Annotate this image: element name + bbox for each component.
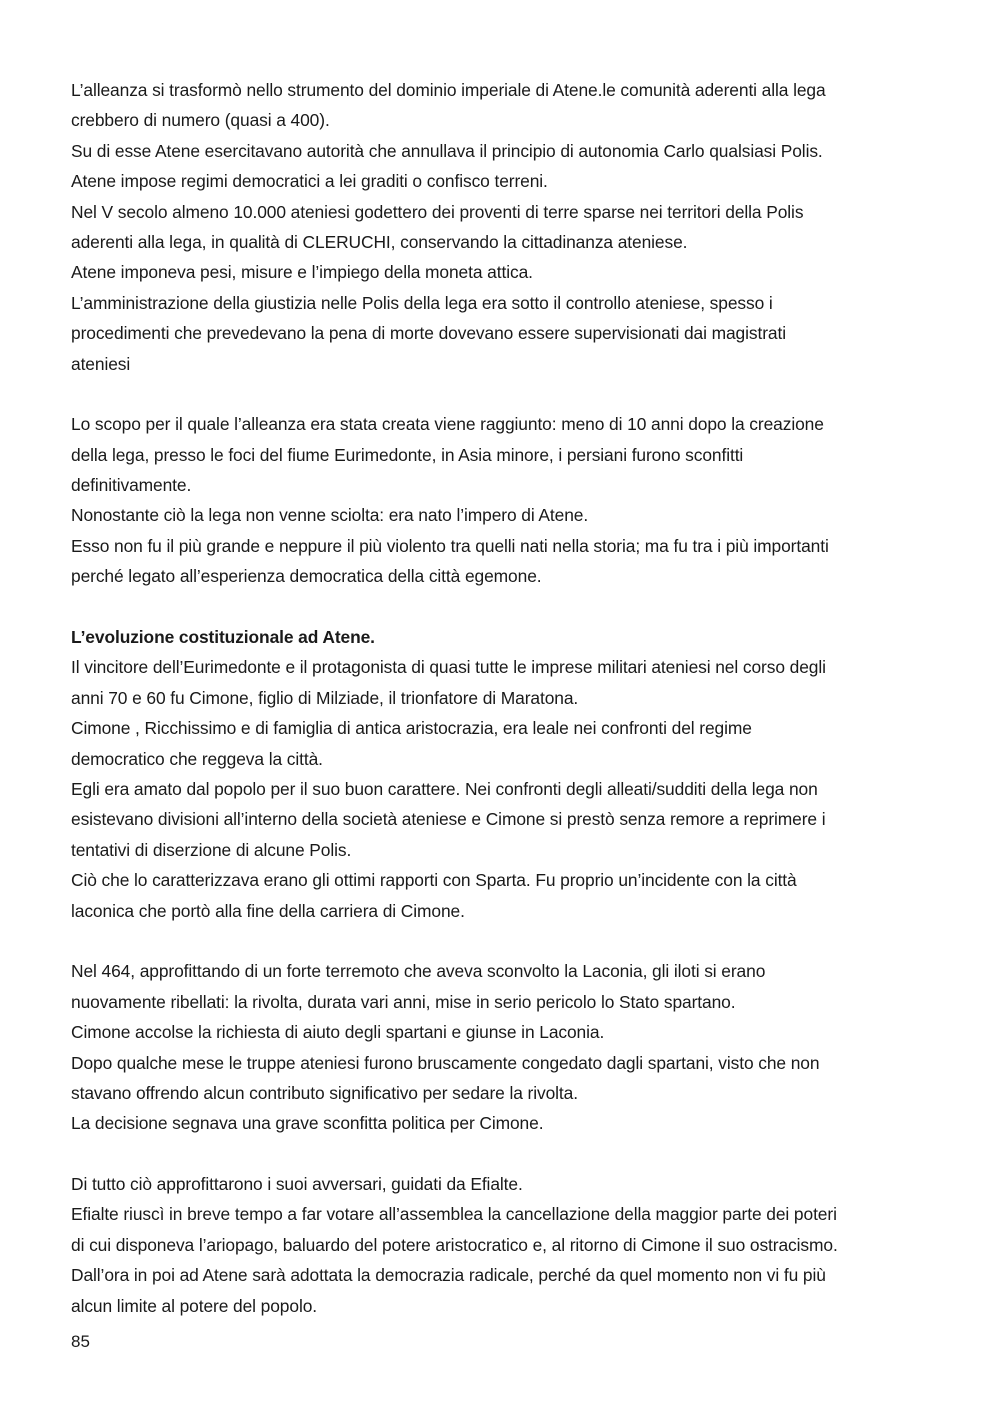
- text-line: democratico che reggeva la città.: [71, 748, 323, 769]
- text-line: alcun limite al potere del popolo.: [71, 1295, 318, 1316]
- text-line: perché legato all’esperienza democratica della città egemone.: [71, 566, 542, 587]
- document-body: [71, 75, 941, 1321]
- text-line: laconica che portò alla fine della carriera di Cimone.: [71, 900, 465, 921]
- text-line: Efialte riuscì in breve tempo a far votare all’assemblea la cancellazione della maggior parte dei poteri: [71, 1204, 837, 1225]
- text-line: Nel V secolo almeno 10.000 ateniesi godettero dei proventi di terre sparse nei territori della Polis: [71, 201, 804, 222]
- text-line: ateniesi: [71, 353, 131, 374]
- text-line: procedimenti che prevedevano la pena di morte dovevano essere supervisionati dai magistrati: [71, 323, 786, 344]
- text-line: crebbero di numero (quasi a 400).: [71, 110, 330, 131]
- text-line: Esso non fu il più grande e neppure il più violento tra quelli nati nella storia; ma fu tra i più importanti: [71, 535, 829, 556]
- paragraph-gap: [71, 592, 941, 622]
- text-line: Cimone accolse la richiesta di aiuto degli spartani e giunse in Laconia.: [71, 1022, 605, 1043]
- text-line: Ciò che lo caratterizzava erano gli ottimi rapporti con Sparta. Fu proprio un’incidente con la città: [71, 870, 797, 891]
- text-line: L’alleanza si trasformò nello strumento del dominio imperiale di Atene.le comunità aderenti alla lega: [71, 80, 826, 100]
- text-line: L’amministrazione della giustizia nelle Polis della lega era sotto il controllo ateniese, spesso i: [71, 292, 773, 313]
- text-line: Dall’ora in poi ad Atene sarà adottata la democrazia radicale, perché da quel momento non vi fu più: [71, 1265, 826, 1286]
- text-line: definitivamente.: [71, 475, 192, 496]
- text-line: Su di esse Atene esercitavano autorità che annullava il principio di autonomia Carlo qualsiasi Polis.: [71, 140, 823, 161]
- page-number: 85: [71, 1332, 90, 1351]
- text-line: anni 70 e 60 fu Cimone, figlio di Milziade, il trionfatore di Maratona.: [71, 687, 579, 708]
- paragraph-gap: [71, 379, 941, 409]
- text-line: Cimone , Ricchissimo e di famiglia di antica aristocrazia, era leale nei confronti del regime: [71, 718, 752, 739]
- text-line: Atene imponeva pesi, misure e l’impiego della moneta attica.: [71, 262, 533, 283]
- text-line: Atene impose regimi democratici a lei graditi o confisco terreni.: [71, 171, 548, 192]
- text-line: Di tutto ciò approfittarono i suoi avversari, guidati da Efialte.: [71, 1174, 523, 1195]
- text-line: Egli era amato dal popolo per il suo buon carattere. Nei confronti degli alleati/sudditi della lega non: [71, 778, 818, 799]
- text-line: nuovamente ribellati: la rivolta, durata vari anni, mise in serio pericolo lo Stato spartano.: [71, 991, 736, 1012]
- text-line: Il vincitore dell’Eurimedonte e il protagonista di quasi tutte le imprese militari ateniesi nel corso degli: [71, 657, 826, 678]
- text-line: Dopo qualche mese le truppe ateniesi furono bruscamente congedato dagli spartani, visto che non: [71, 1052, 820, 1073]
- text-line: Lo scopo per il quale l’alleanza era stata creata viene raggiunto: meno di 10 anni dopo la creazione: [71, 414, 824, 435]
- text-line: esistevano divisioni all’interno della società ateniese e Cimone si prestò senza remore a reprimere i: [71, 809, 826, 830]
- text-line: stavano offrendo alcun contributo significativo per sedare la rivolta.: [71, 1082, 578, 1103]
- text-line: Nonostante ciò la lega non venne sciolta: era nato l’impero di Atene.: [71, 505, 589, 526]
- section-heading: L’evoluzione costituzionale ad Atene.: [71, 627, 375, 648]
- paragraph-gap: [71, 926, 941, 956]
- text-line: aderenti alla lega, in qualità di CLERUCHI, conservando la cittadinanza ateniese.: [71, 231, 688, 252]
- text-line: La decisione segnava una grave sconfitta politica per Cimone.: [71, 1113, 544, 1134]
- text-line: Nel 464, approfittando di un forte terremoto che aveva sconvolto la Laconia, gli iloti si erano: [71, 961, 766, 982]
- text-line: della lega, presso le foci del fiume Eurimedonte, in Asia minore, i persiani furono sconfitti: [71, 444, 744, 465]
- text-line: tentativi di diserzione di alcune Polis.: [71, 839, 352, 860]
- text-line: di cui disponeva l’ariopago, baluardo del potere aristocratico e, al ritorno di Cimone il suo ostracismo.: [71, 1234, 838, 1255]
- paragraph-gap: [71, 1139, 941, 1169]
